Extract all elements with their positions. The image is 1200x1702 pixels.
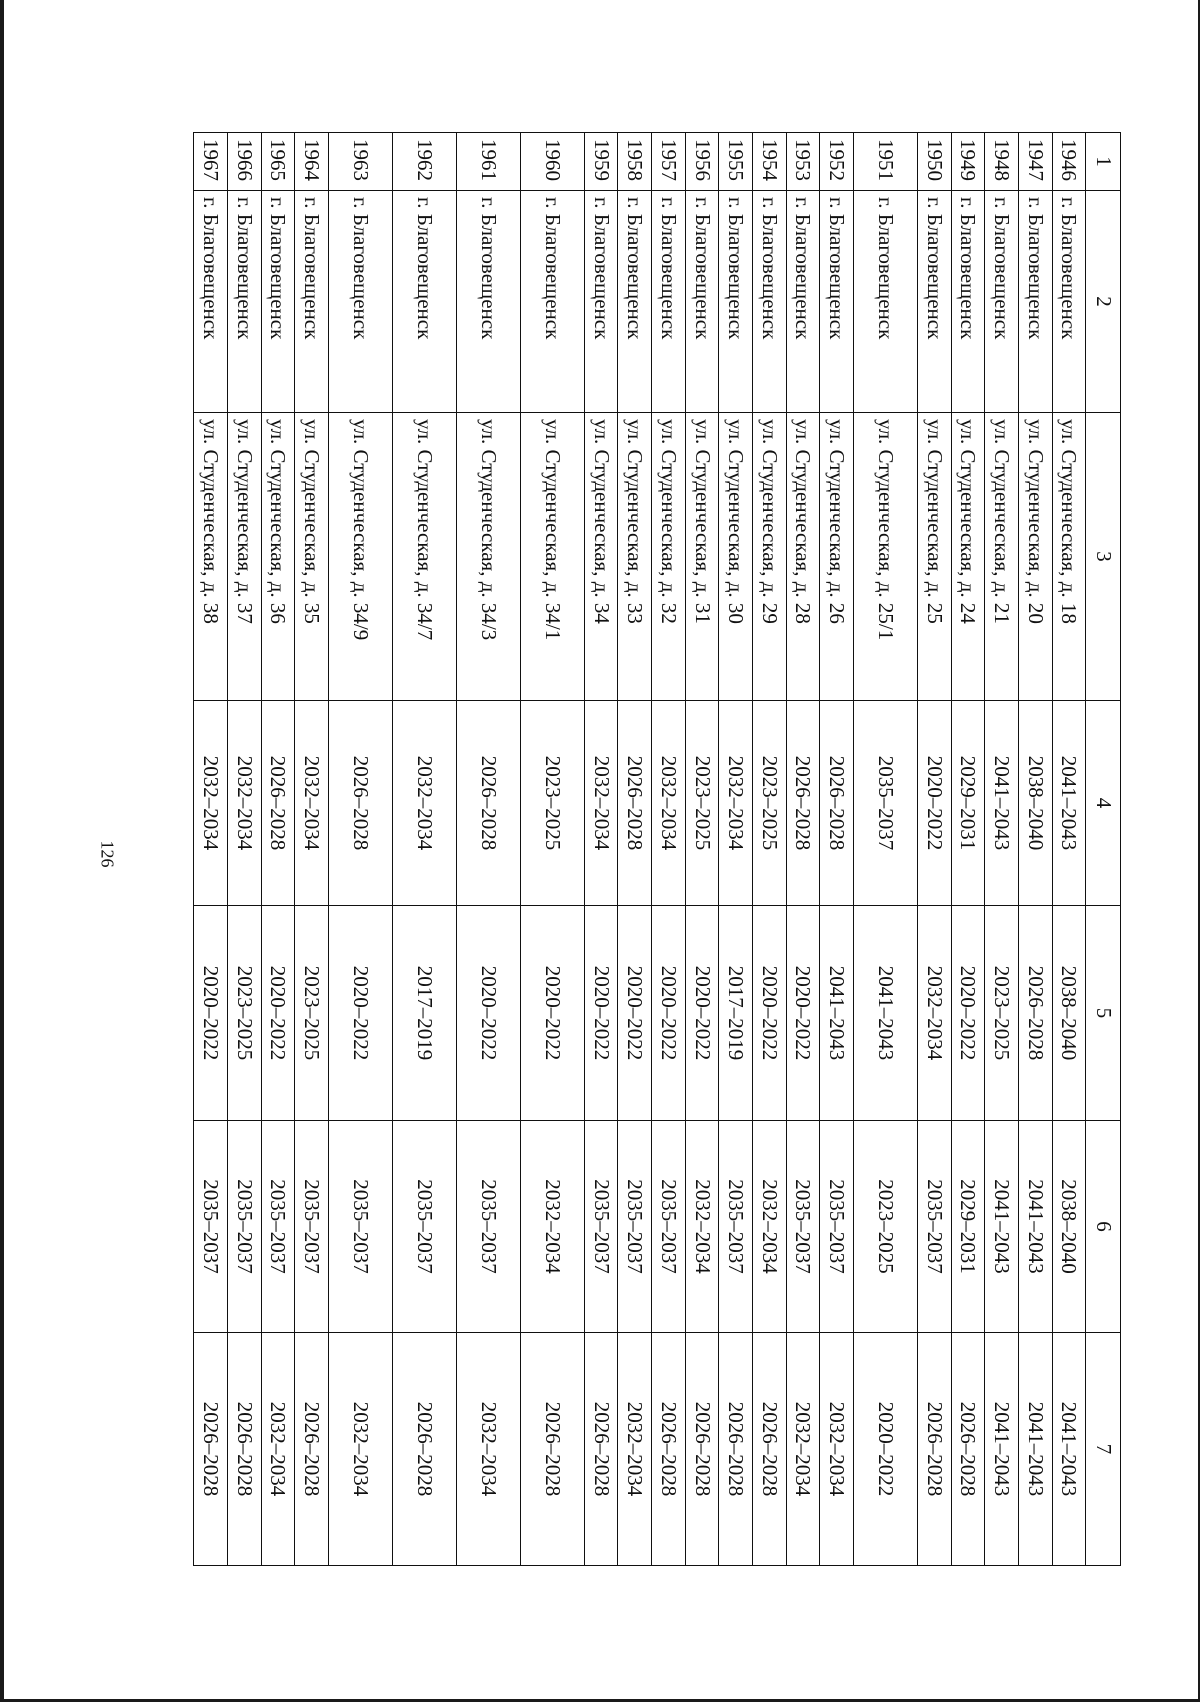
period-cell-col7: 2026–2028 [295,1333,329,1566]
period-cell-col4: 2026–2028 [618,701,652,906]
address-cell: ул. Студенческая, д. 34/9 [328,413,392,701]
period-cell-col7: 2032–2034 [456,1333,520,1566]
city-cell: г. Благовещенск [786,191,820,413]
row-number-cell: 1962 [392,133,456,191]
row-number-cell: 1964 [295,133,329,191]
table-row [392,133,456,1566]
address-cell: ул. Студенческая, д. 35 [295,413,329,701]
period-cell-col4: 2032–2034 [194,701,228,906]
period-cell-col6: 2029–2031 [951,1121,985,1333]
period-cell-col5: 2020–2022 [520,906,584,1121]
address-cell: ул. Студенческая, д. 38 [194,413,228,701]
period-cell-col5: 2020–2022 [456,906,520,1121]
table-row [227,133,261,1566]
period-cell-col6: 2035–2037 [261,1121,295,1333]
period-cell-col4: 2029–2031 [951,701,985,906]
page-number: 126 [97,840,118,868]
period-cell-col4: 2032–2034 [719,701,753,906]
period-cell-col5: 2020–2022 [584,906,618,1121]
period-cell-col4: 2026–2028 [456,701,520,906]
period-cell-col6: 2035–2037 [456,1121,520,1333]
row-number-cell: 1958 [618,133,652,191]
city-cell: г. Благовещенск [392,191,456,413]
city-cell: г. Благовещенск [1052,191,1086,413]
table-row [685,133,719,1566]
address-cell: ул. Студенческая, д. 30 [719,413,753,701]
table-body [194,133,1121,1566]
period-cell-col5: 2023–2025 [985,906,1019,1121]
header-cell: 5 [1086,906,1121,1121]
period-cell-col5: 2020–2022 [328,906,392,1121]
address-cell: ул. Студенческая, д. 21 [985,413,1019,701]
table-row [295,133,329,1566]
address-cell: ул. Студенческая, д. 31 [685,413,719,701]
table-row [917,133,951,1566]
period-cell-col6: 2035–2037 [719,1121,753,1333]
period-cell-col4: 2035–2037 [853,701,917,906]
period-cell-col6: 2035–2037 [820,1121,854,1333]
city-cell: г. Благовещенск [295,191,329,413]
period-cell-col7: 2026–2028 [520,1333,584,1566]
period-cell-col7: 2026–2028 [685,1333,719,1566]
table-row [951,133,985,1566]
header-row [1086,133,1121,1566]
period-cell-col5: 2023–2025 [227,906,261,1121]
city-cell: г. Благовещенск [227,191,261,413]
period-cell-col7: 2032–2034 [618,1333,652,1566]
period-cell-col7: 2032–2034 [820,1333,854,1566]
table-row [520,133,584,1566]
address-cell: ул. Студенческая, д. 20 [1018,413,1052,701]
period-cell-col7: 2026–2028 [227,1333,261,1566]
address-cell: ул. Студенческая, д. 25/1 [853,413,917,701]
city-cell: г. Благовещенск [652,191,686,413]
row-number-cell: 1957 [652,133,686,191]
address-cell: ул. Студенческая, д. 36 [261,413,295,701]
city-cell: г. Благовещенск [719,191,753,413]
table-row [1018,133,1052,1566]
address-cell: ул. Студенческая, д. 37 [227,413,261,701]
period-cell-col6: 2035–2037 [786,1121,820,1333]
period-cell-col6: 2041–2043 [1018,1121,1052,1333]
row-number-cell: 1963 [328,133,392,191]
row-number-cell: 1950 [917,133,951,191]
period-cell-col4: 2026–2028 [786,701,820,906]
period-cell-col5: 2020–2022 [652,906,686,1121]
table-row [652,133,686,1566]
period-cell-col7: 2026–2028 [719,1333,753,1566]
city-cell: г. Благовещенск [618,191,652,413]
period-cell-col4: 2032–2034 [652,701,686,906]
period-cell-col4: 2020–2022 [917,701,951,906]
period-cell-col6: 2038–2040 [1052,1121,1086,1333]
header-cell: 4 [1086,701,1121,906]
city-cell: г. Благовещенск [951,191,985,413]
table-row [261,133,295,1566]
period-cell-col4: 2023–2025 [753,701,787,906]
period-cell-col7: 2026–2028 [753,1333,787,1566]
table-row [618,133,652,1566]
period-cell-col6: 2035–2037 [584,1121,618,1333]
row-number-cell: 1947 [1018,133,1052,191]
period-cell-col5: 2020–2022 [194,906,228,1121]
period-cell-col5: 2020–2022 [753,906,787,1121]
register-table-wrapper [193,132,1121,1565]
period-cell-col4: 2032–2034 [295,701,329,906]
city-cell: г. Благовещенск [328,191,392,413]
table-row [1052,133,1086,1566]
row-number-cell: 1961 [456,133,520,191]
period-cell-col5: 2023–2025 [295,906,329,1121]
row-number-cell: 1954 [753,133,787,191]
address-cell: ул. Студенческая, д. 34/1 [520,413,584,701]
row-number-cell: 1949 [951,133,985,191]
table-row [753,133,787,1566]
period-cell-col5: 2038–2040 [1052,906,1086,1121]
period-cell-col6: 2023–2025 [853,1121,917,1333]
period-cell-col7: 2041–2043 [1018,1333,1052,1566]
city-cell: г. Благовещенск [261,191,295,413]
address-cell: ул. Студенческая, д. 28 [786,413,820,701]
row-number-cell: 1959 [584,133,618,191]
period-cell-col5: 2041–2043 [853,906,917,1121]
period-cell-col4: 2026–2028 [820,701,854,906]
row-number-cell: 1948 [985,133,1019,191]
address-cell: ул. Студенческая, д. 34 [584,413,618,701]
city-cell: г. Благовещенск [194,191,228,413]
period-cell-col4: 2041–2043 [985,701,1019,906]
address-cell: ул. Студенческая, д. 34/3 [456,413,520,701]
period-cell-col6: 2035–2037 [618,1121,652,1333]
period-cell-col7: 2032–2034 [261,1333,295,1566]
row-number-cell: 1946 [1052,133,1086,191]
period-cell-col7: 2041–2043 [985,1333,1019,1566]
period-cell-col7: 2026–2028 [584,1333,618,1566]
period-cell-col4: 2026–2028 [328,701,392,906]
row-number-cell: 1953 [786,133,820,191]
period-cell-col5: 2020–2022 [261,906,295,1121]
period-cell-col4: 2032–2034 [392,701,456,906]
city-cell: г. Благовещенск [753,191,787,413]
period-cell-col7: 2032–2034 [328,1333,392,1566]
period-cell-col5: 2020–2022 [618,906,652,1121]
city-cell: г. Благовещенск [520,191,584,413]
header-cell: 3 [1086,413,1121,701]
period-cell-col7: 2026–2028 [194,1333,228,1566]
table-row [328,133,392,1566]
row-number-cell: 1951 [853,133,917,191]
city-cell: г. Благовещенск [456,191,520,413]
period-cell-col7: 2032–2034 [786,1333,820,1566]
row-number-cell: 1956 [685,133,719,191]
address-cell: ул. Студенческая, д. 32 [652,413,686,701]
period-cell-col5: 2026–2028 [1018,906,1052,1121]
address-cell: ул. Студенческая, д. 26 [820,413,854,701]
table-row [853,133,917,1566]
period-cell-col6: 2032–2034 [520,1121,584,1333]
address-cell: ул. Студенческая, д. 33 [618,413,652,701]
table-row [584,133,618,1566]
period-cell-col4: 2032–2034 [584,701,618,906]
row-number-cell: 1955 [719,133,753,191]
address-cell: ул. Студенческая, д. 25 [917,413,951,701]
scan-edge-left [0,0,4,1702]
period-cell-col5: 2020–2022 [786,906,820,1121]
table-row [456,133,520,1566]
period-cell-col4: 2032–2034 [227,701,261,906]
row-number-cell: 1965 [261,133,295,191]
period-cell-col7: 2041–2043 [1052,1333,1086,1566]
address-cell: ул. Студенческая, д. 18 [1052,413,1086,701]
period-cell-col6: 2041–2043 [985,1121,1019,1333]
period-cell-col6: 2035–2037 [194,1121,228,1333]
city-cell: г. Благовещенск [917,191,951,413]
table-row [719,133,753,1566]
address-cell: ул. Студенческая, д. 24 [951,413,985,701]
header-cell: 2 [1086,191,1121,413]
address-cell: ул. Студенческая, д. 34/7 [392,413,456,701]
row-number-cell: 1967 [194,133,228,191]
period-cell-col7: 2020–2022 [853,1333,917,1566]
period-cell-col6: 2035–2037 [392,1121,456,1333]
period-cell-col7: 2026–2028 [917,1333,951,1566]
period-cell-col4: 2038–2040 [1018,701,1052,906]
period-cell-col6: 2032–2034 [753,1121,787,1333]
row-number-cell: 1952 [820,133,854,191]
city-cell: г. Благовещенск [853,191,917,413]
period-cell-col4: 2041–2043 [1052,701,1086,906]
table-row [786,133,820,1566]
city-cell: г. Благовещенск [985,191,1019,413]
period-cell-col4: 2023–2025 [685,701,719,906]
period-cell-col5: 2020–2022 [685,906,719,1121]
city-cell: г. Благовещенск [584,191,618,413]
table-row [820,133,854,1566]
period-cell-col5: 2020–2022 [951,906,985,1121]
city-cell: г. Благовещенск [685,191,719,413]
period-cell-col4: 2026–2028 [261,701,295,906]
period-cell-col6: 2035–2037 [227,1121,261,1333]
table-row [985,133,1019,1566]
address-cell: ул. Студенческая, д. 29 [753,413,787,701]
table-row [194,133,228,1566]
row-number-cell: 1966 [227,133,261,191]
period-cell-col6: 2032–2034 [685,1121,719,1333]
city-cell: г. Благовещенск [820,191,854,413]
header-cell: 1 [1086,133,1121,191]
period-cell-col7: 2026–2028 [392,1333,456,1566]
period-cell-col6: 2035–2037 [652,1121,686,1333]
period-cell-col5: 2017–2019 [719,906,753,1121]
period-cell-col5: 2041–2043 [820,906,854,1121]
period-cell-col7: 2026–2028 [951,1333,985,1566]
period-cell-col6: 2035–2037 [328,1121,392,1333]
header-cell: 7 [1086,1333,1121,1566]
period-cell-col4: 2023–2025 [520,701,584,906]
header-cell: 6 [1086,1121,1121,1333]
period-cell-col7: 2026–2028 [652,1333,686,1566]
period-cell-col6: 2035–2037 [917,1121,951,1333]
period-cell-col5: 2032–2034 [917,906,951,1121]
city-cell: г. Благовещенск [1018,191,1052,413]
period-cell-col6: 2035–2037 [295,1121,329,1333]
row-number-cell: 1960 [520,133,584,191]
period-cell-col5: 2017–2019 [392,906,456,1121]
register-table [193,132,1121,1566]
